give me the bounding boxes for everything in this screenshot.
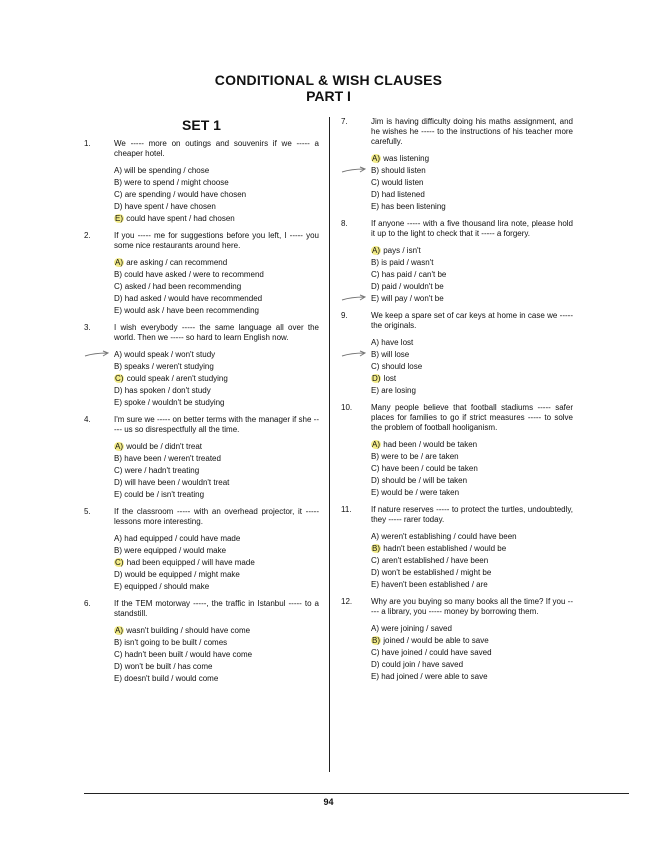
- answer-option[interactable]: [371, 475, 573, 487]
- option-text: doesn't build / would come: [124, 674, 219, 683]
- answer-option[interactable]: [371, 189, 573, 201]
- answer-option[interactable]: [371, 543, 573, 555]
- answer-option[interactable]: [371, 153, 573, 165]
- column-divider: [329, 117, 330, 772]
- option-letter: E): [115, 214, 123, 223]
- question-text: If the TEM motorway -----, the traffic in Istanbul ----- to a standstill.: [114, 599, 319, 618]
- option-text: will lose: [381, 350, 410, 359]
- question-number: 9.: [341, 311, 348, 320]
- option-letter: A): [115, 442, 123, 451]
- pencil-tick-mark-icon: [341, 165, 367, 177]
- answer-options: [114, 349, 319, 409]
- question-stem: [341, 505, 573, 525]
- answer-option[interactable]: [114, 489, 319, 501]
- option-letter: E): [371, 386, 379, 395]
- option-letter: D): [114, 202, 123, 211]
- answer-option[interactable]: [114, 625, 319, 637]
- answer-option[interactable]: [114, 441, 319, 453]
- answer-option[interactable]: [371, 257, 573, 269]
- option-letter: C): [371, 178, 380, 187]
- option-text: have been / could be taken: [381, 464, 478, 473]
- option-letter: C): [371, 648, 380, 657]
- option-text: would speak / won't study: [124, 350, 216, 359]
- question-text: If you ----- me for suggestions before you left, I ----- you some nice restaurants around here.: [114, 231, 319, 250]
- answer-option[interactable]: [114, 649, 319, 661]
- answer-option[interactable]: [114, 177, 319, 189]
- question-stem: [341, 597, 573, 617]
- option-text: has been listening: [381, 202, 446, 211]
- option-letter: C): [114, 466, 123, 475]
- option-letter: B): [114, 638, 122, 647]
- question-number: 3.: [84, 323, 91, 332]
- option-text: had equipped / could have made: [124, 534, 241, 543]
- option-letter: B): [372, 636, 380, 645]
- question-item: [84, 507, 319, 593]
- option-letter: E): [114, 674, 122, 683]
- answer-option[interactable]: [371, 349, 573, 361]
- set-title: SET 1: [182, 117, 221, 133]
- option-letter: D): [371, 476, 380, 485]
- option-letter: E): [371, 294, 379, 303]
- option-letter: A): [114, 166, 122, 175]
- option-text: are asking / can recommend: [126, 258, 228, 267]
- right-column: [341, 117, 573, 689]
- answer-option[interactable]: [114, 281, 319, 293]
- answer-option[interactable]: [114, 293, 319, 305]
- page-title: CONDITIONAL & WISH CLAUSES: [214, 72, 443, 88]
- question-stem: [341, 219, 573, 239]
- option-text: joined / would be able to save: [383, 636, 489, 645]
- question-text: If nature reserves ----- to protect the turtles, undoubtedly, they ----- rarer today.: [371, 505, 573, 524]
- answer-option[interactable]: [114, 385, 319, 397]
- answer-option[interactable]: [114, 477, 319, 489]
- question-number: 2.: [84, 231, 91, 240]
- question-item: [341, 403, 573, 499]
- answer-option[interactable]: [371, 293, 573, 305]
- answer-option[interactable]: [114, 373, 319, 385]
- option-text: are losing: [381, 386, 416, 395]
- answer-option[interactable]: [371, 165, 573, 177]
- question-number: 10.: [341, 403, 353, 412]
- question-stem: [341, 311, 573, 331]
- option-letter: E): [114, 582, 122, 591]
- option-text: could have asked / were to recommend: [124, 270, 264, 279]
- question-text: Jim is having difficulty doing his maths assignment, and he wishes he ----- to the instructions of his teacher more carefully.: [371, 117, 573, 146]
- option-text: had been / would be taken: [383, 440, 478, 449]
- answer-option[interactable]: [371, 463, 573, 475]
- answer-option[interactable]: [371, 623, 573, 635]
- question-item: [84, 415, 319, 501]
- question-number: 11.: [341, 505, 352, 514]
- option-letter: C): [371, 270, 380, 279]
- option-letter: C): [114, 282, 123, 291]
- answer-option[interactable]: [114, 569, 319, 581]
- option-letter: D): [114, 294, 123, 303]
- question-stem: [341, 403, 573, 433]
- question-item: [341, 219, 573, 305]
- answer-option[interactable]: [371, 635, 573, 647]
- option-letter: A): [115, 626, 123, 635]
- option-letter: B): [371, 452, 379, 461]
- option-text: equipped / should make: [124, 582, 210, 591]
- answer-option[interactable]: [114, 305, 319, 317]
- option-text: were to spend / might choose: [124, 178, 229, 187]
- option-text: would be / were taken: [381, 488, 460, 497]
- answer-option[interactable]: [114, 637, 319, 649]
- answer-options: [371, 439, 573, 499]
- option-letter: B): [114, 454, 122, 463]
- option-text: pays / isn't: [383, 246, 421, 255]
- option-letter: B): [114, 546, 122, 555]
- option-letter: C): [115, 374, 124, 383]
- option-letter: B): [114, 178, 122, 187]
- option-text: had joined / were able to save: [381, 672, 488, 681]
- option-text: would be / didn't treat: [126, 442, 203, 451]
- option-letter: E): [371, 672, 379, 681]
- answer-option[interactable]: [114, 213, 319, 225]
- option-text: wasn't building / should have come: [126, 626, 251, 635]
- option-letter: B): [114, 362, 122, 371]
- answer-option[interactable]: [114, 257, 319, 269]
- option-letter: C): [371, 556, 380, 565]
- question-stem: [84, 231, 319, 251]
- option-letter: E): [114, 490, 122, 499]
- option-text: is paid / wasn't: [381, 258, 434, 267]
- question-item: [341, 505, 573, 591]
- question-number: 1.: [84, 139, 91, 148]
- question-number: 4.: [84, 415, 91, 424]
- option-text: have been / weren't treated: [124, 454, 221, 463]
- option-text: haven't been established / are: [381, 580, 488, 589]
- answer-option[interactable]: [371, 337, 573, 349]
- pencil-tick-mark-icon: [341, 349, 367, 361]
- option-letter: A): [114, 350, 122, 359]
- option-text: won't be established / might be: [381, 568, 492, 577]
- page-number: 94: [323, 797, 334, 807]
- answer-options: [371, 531, 573, 591]
- option-letter: D): [371, 568, 380, 577]
- option-letter: D): [114, 570, 123, 579]
- option-letter: C): [371, 362, 380, 371]
- option-letter: C): [115, 558, 124, 567]
- option-text: has paid / can't be: [381, 270, 447, 279]
- answer-option[interactable]: [114, 557, 319, 569]
- option-text: hadn't been built / would have come: [124, 650, 253, 659]
- option-letter: C): [371, 464, 380, 473]
- question-number: 8.: [341, 219, 348, 228]
- option-letter: E): [371, 202, 379, 211]
- answer-option[interactable]: [371, 245, 573, 257]
- answer-option[interactable]: [371, 531, 573, 543]
- answer-option[interactable]: [371, 451, 573, 463]
- option-text: will be spending / chose: [124, 166, 210, 175]
- option-letter: A): [115, 258, 123, 267]
- option-letter: D): [371, 190, 380, 199]
- option-text: would be equipped / might make: [124, 570, 240, 579]
- option-letter: A): [371, 624, 379, 633]
- question-number: 6.: [84, 599, 91, 608]
- option-text: was listening: [383, 154, 430, 163]
- answer-option[interactable]: [114, 465, 319, 477]
- answer-option[interactable]: [114, 361, 319, 373]
- option-letter: D): [371, 282, 380, 291]
- answer-option[interactable]: [371, 373, 573, 385]
- left-column: [84, 117, 319, 691]
- answer-option[interactable]: [114, 201, 319, 213]
- option-letter: B): [371, 350, 379, 359]
- answer-option[interactable]: [114, 533, 319, 545]
- option-text: were to be / are taken: [381, 452, 459, 461]
- option-letter: B): [371, 166, 379, 175]
- answer-option[interactable]: [371, 439, 573, 451]
- answer-option[interactable]: [114, 165, 319, 177]
- question-item: [341, 117, 573, 213]
- question-text: We keep a spare set of car keys at home in case we ----- the originals.: [371, 311, 573, 330]
- option-letter: D): [372, 374, 381, 383]
- answer-option[interactable]: [371, 579, 573, 591]
- option-letter: D): [114, 478, 123, 487]
- answer-options: [371, 623, 573, 683]
- answer-option[interactable]: [371, 555, 573, 567]
- option-letter: D): [371, 660, 380, 669]
- answer-option[interactable]: [371, 269, 573, 281]
- answer-options: [114, 165, 319, 225]
- option-letter: E): [114, 398, 122, 407]
- question-item: [84, 599, 319, 685]
- question-stem: [84, 599, 319, 619]
- option-letter: A): [371, 532, 379, 541]
- option-text: isn't going to be built / comes: [124, 638, 228, 647]
- option-text: were joining / saved: [381, 624, 452, 633]
- option-letter: E): [114, 306, 122, 315]
- question-item: [341, 597, 573, 683]
- question-item: [341, 311, 573, 397]
- option-letter: C): [114, 650, 123, 659]
- question-item: [84, 323, 319, 409]
- footer-rule: [84, 793, 629, 794]
- option-text: could join / have saved: [381, 660, 464, 669]
- answer-option[interactable]: [114, 581, 319, 593]
- question-text: I wish everybody ----- the same language all over the world. Then we ----- so hard to learn English now.: [114, 323, 319, 342]
- question-stem: [341, 117, 573, 147]
- option-text: will pay / won't be: [381, 294, 444, 303]
- option-text: won't be built / has come: [124, 662, 213, 671]
- question-text: If anyone ----- with a five thousand lira note, please hold it up to the light to check that it ----- a forgery.: [371, 219, 573, 238]
- option-text: had asked / would have recommended: [124, 294, 263, 303]
- option-text: speaks / weren't studying: [124, 362, 214, 371]
- option-text: lost: [383, 374, 397, 383]
- option-text: will have been / wouldn't treat: [124, 478, 230, 487]
- option-text: could speak / aren't studying: [126, 374, 228, 383]
- question-text: Many people believe that football stadiums ----- safer places for families to go if strict measures ----- to solve the problem of football hooliganism.: [371, 403, 573, 432]
- answer-option[interactable]: [114, 269, 319, 281]
- answer-option[interactable]: [371, 487, 573, 499]
- page-subtitle: PART I: [306, 88, 351, 104]
- answer-option[interactable]: [371, 201, 573, 213]
- answer-option[interactable]: [371, 671, 573, 683]
- option-letter: E): [371, 488, 379, 497]
- option-letter: D): [114, 662, 123, 671]
- option-text: were / hadn't treating: [124, 466, 200, 475]
- option-text: could be / isn't treating: [124, 490, 205, 499]
- answer-options: [371, 153, 573, 213]
- answer-options: [114, 533, 319, 593]
- question-item: [84, 231, 319, 317]
- question-stem: [84, 323, 319, 343]
- question-text: We ----- more on outings and souvenirs if we ----- a cheaper hotel.: [114, 139, 319, 158]
- question-stem: [84, 415, 319, 435]
- option-text: weren't establishing / could have been: [381, 532, 517, 541]
- option-letter: A): [114, 534, 122, 543]
- question-item: [84, 139, 319, 225]
- option-letter: E): [371, 580, 379, 589]
- answer-option[interactable]: [371, 385, 573, 397]
- answer-options: [114, 257, 319, 317]
- option-text: should listen: [381, 166, 426, 175]
- option-text: asked / had been recommending: [124, 282, 242, 291]
- answer-option[interactable]: [114, 673, 319, 685]
- question-number: 7.: [341, 117, 348, 126]
- option-letter: B): [371, 258, 379, 267]
- option-text: have lost: [381, 338, 414, 347]
- question-stem: [84, 507, 319, 527]
- option-text: spoke / wouldn't be studying: [124, 398, 225, 407]
- option-text: should lose: [381, 362, 423, 371]
- question-stem: [84, 139, 319, 159]
- answer-option[interactable]: [371, 361, 573, 373]
- answer-option[interactable]: [114, 189, 319, 201]
- option-letter: A): [372, 154, 380, 163]
- option-text: paid / wouldn't be: [381, 282, 444, 291]
- option-letter: A): [371, 338, 379, 347]
- answer-option[interactable]: [371, 567, 573, 579]
- option-letter: C): [114, 190, 123, 199]
- option-letter: A): [372, 246, 380, 255]
- option-text: should be / will be taken: [381, 476, 468, 485]
- option-text: have spent / have chosen: [124, 202, 216, 211]
- option-text: had listened: [381, 190, 425, 199]
- answer-options: [371, 245, 573, 305]
- option-text: would ask / have been recommending: [124, 306, 259, 315]
- question-text: I'm sure we ----- on better terms with the manager if she ----- us so disrespectfully all the time.: [114, 415, 319, 434]
- answer-option[interactable]: [371, 659, 573, 671]
- option-text: has spoken / don't study: [124, 386, 211, 395]
- answer-options: [114, 441, 319, 501]
- page-header: [0, 72, 657, 104]
- option-text: have joined / could have saved: [381, 648, 492, 657]
- question-number: 5.: [84, 507, 91, 516]
- pencil-tick-mark-icon: [341, 293, 367, 305]
- answer-option[interactable]: [114, 349, 319, 361]
- answer-options: [114, 625, 319, 685]
- option-letter: D): [114, 386, 123, 395]
- question-number: 12.: [341, 597, 353, 606]
- option-text: aren't established / have been: [381, 556, 489, 565]
- option-text: hadn't been established / would be: [383, 544, 507, 553]
- option-text: were equipped / would make: [124, 546, 227, 555]
- option-text: could have spent / had chosen: [126, 214, 235, 223]
- answer-option[interactable]: [114, 661, 319, 673]
- answer-options: [371, 337, 573, 397]
- question-text: If the classroom ----- with an overhead projector, it ----- lessons more interesting.: [114, 507, 319, 526]
- option-letter: B): [114, 270, 122, 279]
- answer-option[interactable]: [371, 177, 573, 189]
- question-text: Why are you buying so many books all the time? If you ----- a library, you ----- money by borrowing them.: [371, 597, 573, 616]
- option-text: would listen: [381, 178, 424, 187]
- answer-option[interactable]: [114, 397, 319, 409]
- option-letter: A): [372, 440, 380, 449]
- answer-option[interactable]: [114, 545, 319, 557]
- pencil-tick-mark-icon: [84, 349, 110, 361]
- option-text: are spending / would have chosen: [124, 190, 247, 199]
- option-letter: B): [372, 544, 380, 553]
- answer-option[interactable]: [371, 647, 573, 659]
- answer-option[interactable]: [114, 453, 319, 465]
- option-text: had been equipped / will have made: [126, 558, 255, 567]
- answer-option[interactable]: [371, 281, 573, 293]
